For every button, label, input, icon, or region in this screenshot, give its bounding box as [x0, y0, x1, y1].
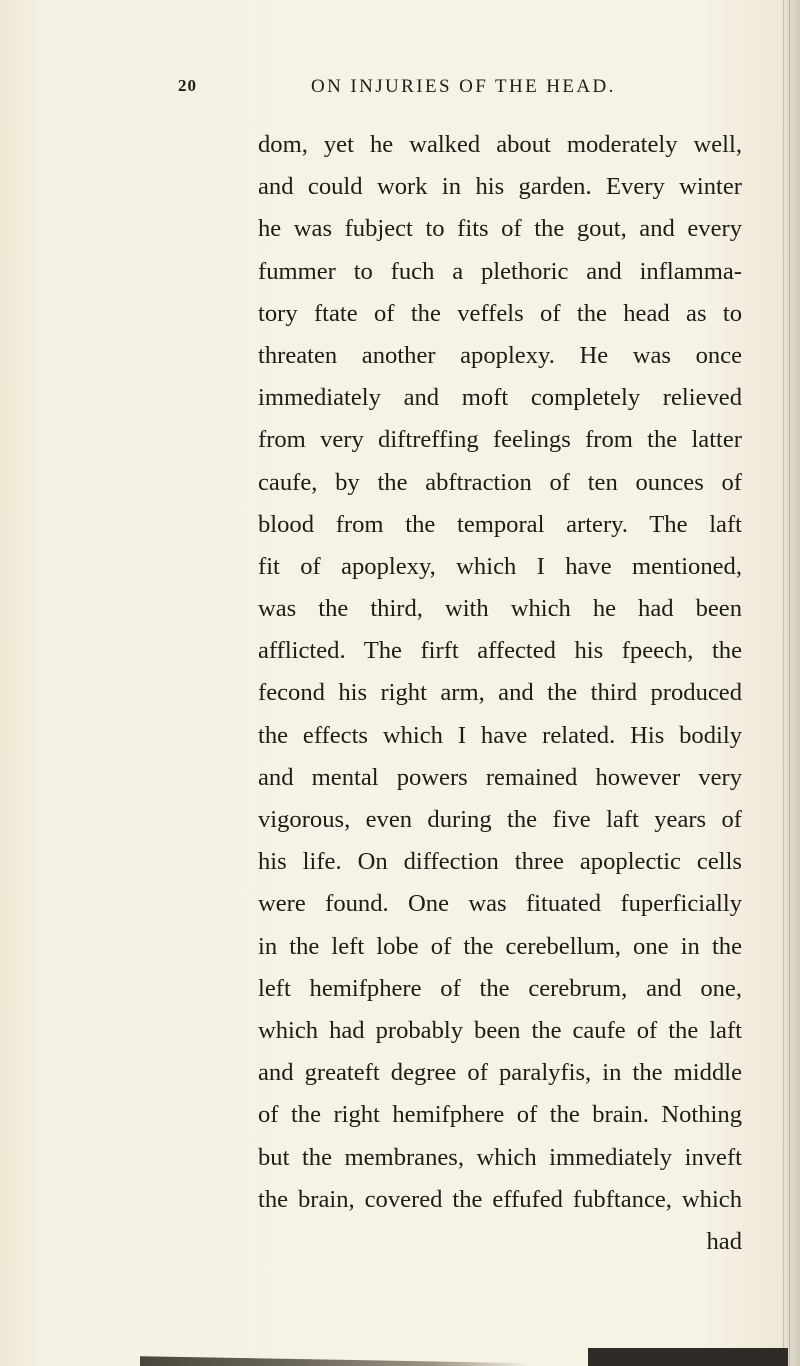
page-number: 20: [178, 76, 197, 95]
text-line: of the right hemifphere of the brain. Nothing: [258, 1101, 742, 1129]
text-line: and could work in his garden. Every winter: [258, 173, 742, 201]
text-line: was the third, with which he had been: [258, 595, 742, 623]
text-line: tory ftate of the veffels of the head as to: [258, 299, 742, 327]
text-line: dom, yet he walked about moderately well,: [258, 131, 742, 158]
text-line: afflicted. The firft affected his fpeech, the: [258, 637, 742, 665]
text-line: he was fubject to fits of the gout, and every: [258, 215, 742, 243]
text-line: but the membranes, which immediately inveft: [258, 1143, 742, 1171]
binding-shadow-right: [588, 1348, 788, 1366]
text-line: and greateft degree of paralyfis, in the middle: [258, 1059, 742, 1087]
text-line: left hemifphere of the cerebrum, and one,: [258, 974, 742, 1002]
text-line: which had probably been the caufe of the laft: [258, 1016, 742, 1044]
text-line: from very diftreffing feelings from the latter: [258, 426, 742, 454]
page-header: [178, 76, 738, 106]
running-head: ON INJURIES OF THE HEAD.: [311, 76, 616, 97]
scan-artifact-strip: [0, 1338, 800, 1366]
text-line: the effects which I have related. His bodily: [258, 721, 742, 749]
text-line: fecond his right arm, and the third produced: [258, 679, 742, 707]
text-line: his life. On diffection three apoplectic cells: [258, 848, 742, 876]
catchword: had: [706, 1227, 742, 1255]
text-line: and mental powers remained however very: [258, 763, 742, 791]
text-line: blood from the temporal artery. The laft: [258, 510, 742, 538]
text-line: caufe, by the abftraction of ten ounces of: [258, 468, 742, 496]
page-edge: [783, 0, 800, 1366]
text-line: immediately and moft completely relieved: [258, 384, 742, 412]
text-line: threaten another apoplexy. He was once: [258, 341, 742, 369]
body-text: [258, 124, 742, 1263]
text-line: the brain, covered the effufed fubftance, which: [258, 1185, 742, 1213]
text-line: in the left lobe of the cerebellum, one in the: [258, 932, 742, 960]
text-line: were found. One was fituated fuperficially: [258, 890, 742, 918]
binding-shadow-left: [140, 1352, 530, 1366]
text-line: vigorous, even during the five laft years of: [258, 806, 742, 833]
text-line: fummer to fuch a plethoric and inflamma-: [258, 257, 742, 285]
text-line: fit of apoplexy, which I have mentioned,: [258, 552, 742, 580]
